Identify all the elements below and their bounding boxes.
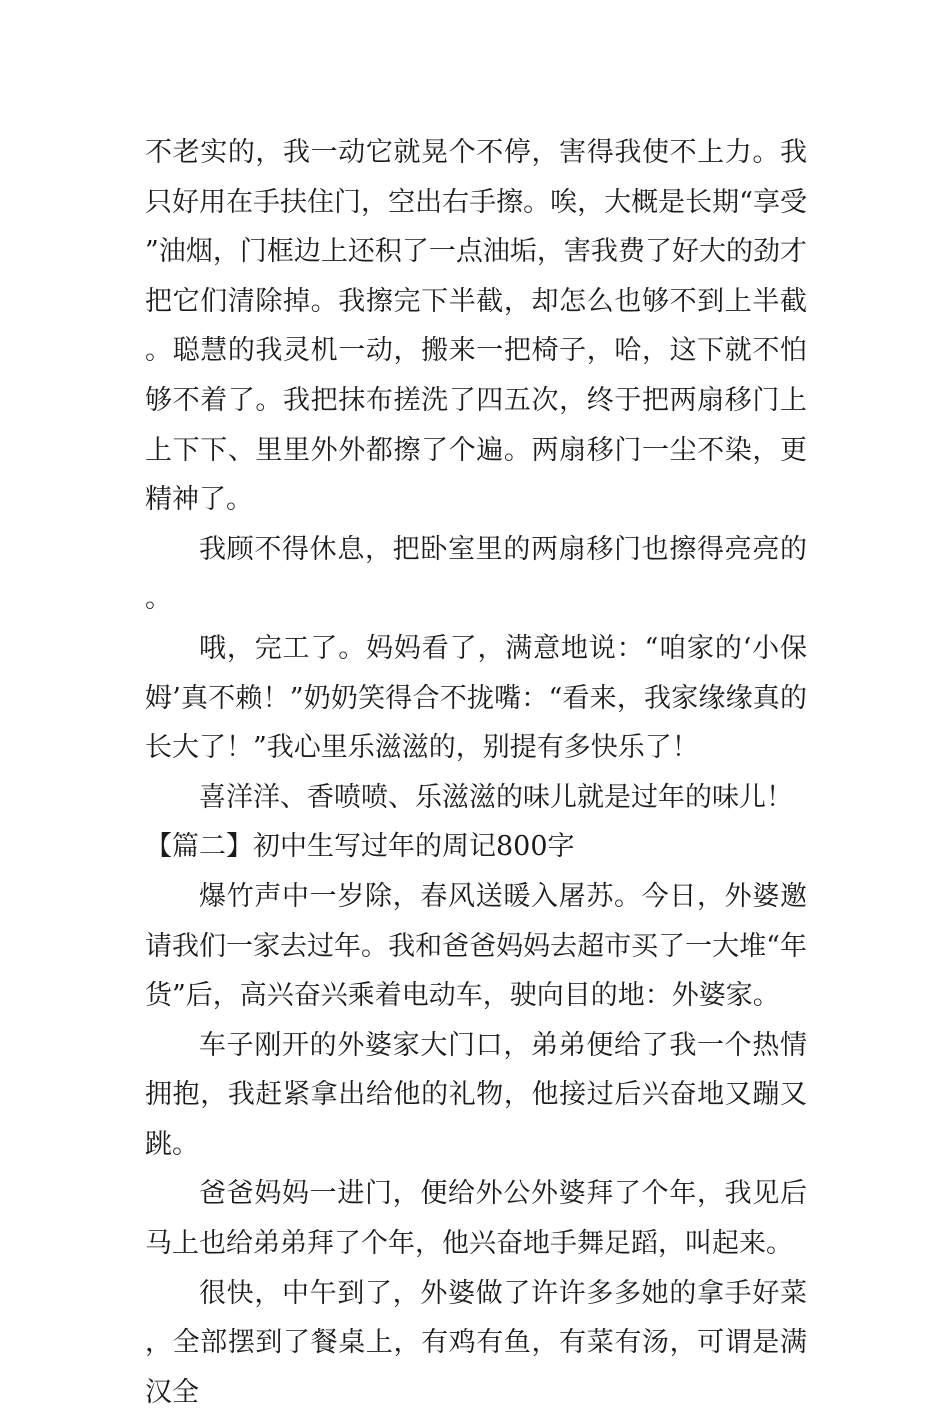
paragraph-2: 我顾不得休息，把卧室里的两扇移门也擦得亮亮的。 (145, 533, 807, 615)
section-paragraph-4: 很快，中午到了，外婆做了许许多多她的拿手好菜，全部摆到了餐桌上，有鸡有鱼，有菜有汤，可谓是满汉全 (145, 1277, 807, 1408)
paragraph-4: 喜洋洋、香喷喷、乐滋滋的味儿就是过年的味儿！ (199, 781, 793, 813)
document-body (145, 128, 807, 1417)
section-paragraph-1: 爆竹声中一岁除，春风送暖入屠苏。今日，外婆邀请我们一家去过年。我和爸爸妈妈去超市买了一大堆“年货”后，高兴奋兴乘着电动车，驶向目的地：外婆家。 (145, 880, 807, 1012)
paragraph-1: 不老实的，我一动它就晃个不停，害得我使不上力。我只好用在手扶住门，空出右手擦。唉，大概是长期“享受”油烟，门框边上还积了一点油垢，害我费了好大的劲才把它们清除掉。我擦完下半截，却怎么也够不到上半截。聪慧的我灵机一动，搬来一把椅子，哈，这下就不怕够不着了。我把抹布搓洗了四五次，终于把两扇移门上上下下、里里外外都擦了个遍。两扇移门一尘不染，更精神了。 (145, 137, 807, 516)
section-paragraph-2: 车子刚开的外婆家大门口，弟弟便给了我一个热情拥抱，我赶紧拿出给他的礼物，他接过后兴奋地又蹦又跳。 (145, 1029, 807, 1160)
section-paragraph-3: 爸爸妈妈一进门，便给外公外婆拜了个年，我见后马上也给弟弟拜了个年，他兴奋地手舞足蹈，叫起来。 (145, 1178, 807, 1260)
section-heading: 【篇二】初中生写过年的周记800字 (145, 831, 575, 863)
paragraph-3: 哦，完工了。妈妈看了，满意地说：“咱家的‘小保姆’真不赖！”奶奶笑得合不拢嘴：“看来，我家缘缘真的长大了！”我心里乐滋滋的，别提有多快乐了！ (145, 632, 807, 764)
